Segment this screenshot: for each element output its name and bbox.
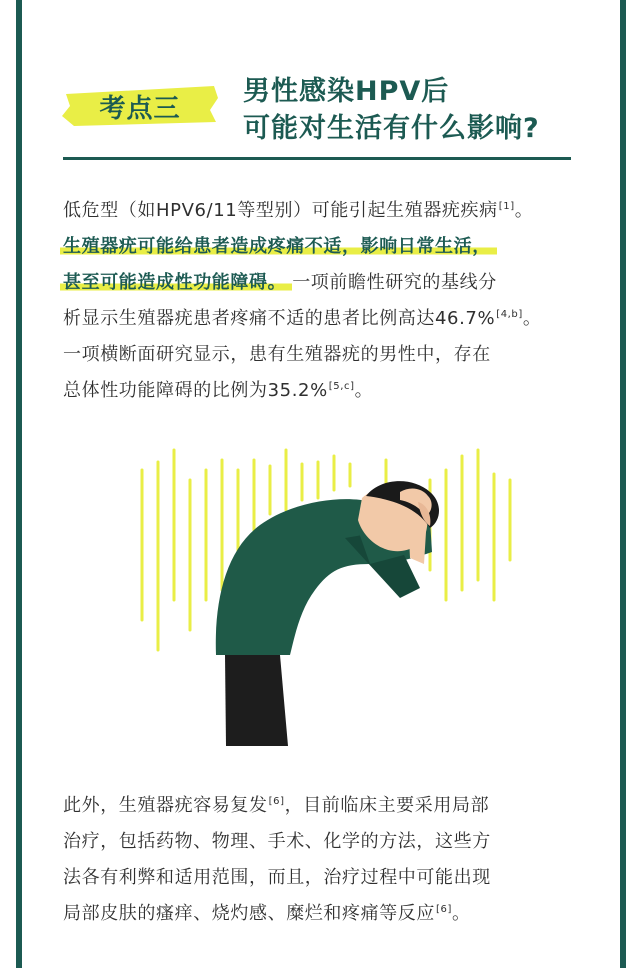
paragraph-recurrence-treatment bbox=[63, 788, 623, 932]
heading-divider bbox=[63, 157, 571, 160]
paragraph-line: 治疗，包括药物、物理、手术、化学的方法，这些方 bbox=[63, 831, 491, 852]
heading-line-2: 可能对生活有什么影响? bbox=[243, 113, 540, 144]
highlighted-line: 生殖器疣可能给患者造成疼痛不适，影响日常生活， bbox=[63, 229, 623, 265]
paragraph-line: 法各有利弊和适用范围，而且，治疗过程中可能出现 bbox=[63, 867, 491, 888]
paragraph-line: 一项横断面研究显示，患有生殖器疣的男性中，存在 bbox=[63, 344, 491, 365]
citation: [4,b] bbox=[496, 309, 523, 320]
paragraph-line: 低危型（如HPV6/11等型别）可能引起生殖器疣疾病[1]。 bbox=[63, 200, 534, 221]
section-badge-label: 考点三 bbox=[99, 94, 181, 124]
distressed-man-icon bbox=[130, 440, 530, 750]
citation: [5,c] bbox=[328, 381, 355, 392]
left-border bbox=[16, 0, 22, 968]
paragraph-line: 局部皮肤的瘙痒、烧灼感、糜烂和疼痛等反应[6]。 bbox=[63, 903, 471, 924]
citation: [6] bbox=[268, 796, 285, 807]
section-heading bbox=[243, 73, 583, 147]
highlighted-line: 甚至可能造成性功能障碍。 一项前瞻性研究的基线分 bbox=[63, 265, 623, 301]
paragraph-line: 析显示生殖器疣患者疼痛不适的患者比例高达46.7%[4,b]。 bbox=[63, 308, 542, 329]
heading-line-1: 男性感染HPV后 bbox=[243, 76, 450, 107]
section-badge bbox=[60, 82, 220, 128]
citation: [1] bbox=[498, 201, 515, 212]
paragraph-genital-warts-impact bbox=[63, 193, 623, 409]
paragraph-line: 总体性功能障碍的比例为35.2%[5,c]。 bbox=[63, 380, 374, 401]
citation: [6] bbox=[436, 904, 452, 915]
paragraph-line: 此外，生殖器疣容易复发[6]，目前临床主要采用局部 bbox=[63, 795, 490, 816]
